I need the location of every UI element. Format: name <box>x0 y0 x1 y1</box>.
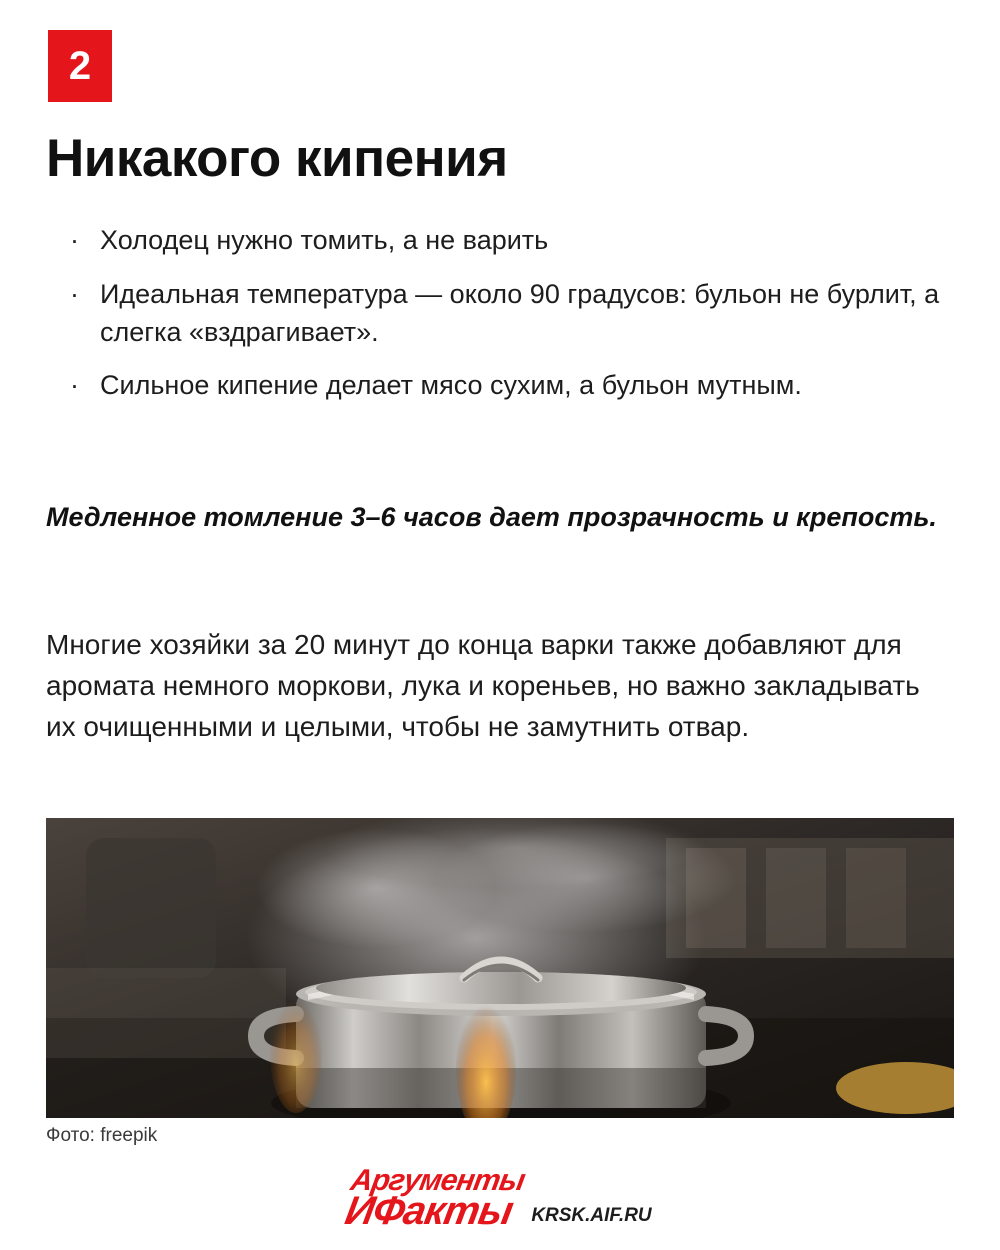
list-item-text: Сильное кипение делает мясо сухим, а бульон мутным. <box>100 370 802 401</box>
photo-credit: Фото: freepik <box>46 1125 158 1146</box>
emphasis-paragraph: Медленное томление 3–6 часов дает прозрачность и крепость. <box>46 502 937 532</box>
aif-logo <box>342 1164 528 1234</box>
tips-list <box>62 222 942 421</box>
logo-line-2: ИФакты <box>342 1189 517 1234</box>
list-item-text: Идеальная температура — около 90 градусов: бульон не бурлит, а слегка «вздрагивает». <box>100 278 940 347</box>
list-item <box>62 367 942 405</box>
list-item <box>62 276 942 352</box>
step-number-badge <box>48 30 112 102</box>
bullet-marker-icon: · <box>70 225 79 255</box>
bullet-marker-icon: · <box>70 370 79 401</box>
photo-illustration <box>46 818 954 1118</box>
body-paragraph: Многие хозяйки за 20 минут до конца варки также добавляют для аромата немного моркови, лука и кореньев, но важно закладывать их очищенными и целыми, чтобы не замутнить отвар. <box>46 629 920 742</box>
photo-cooking-pot <box>46 818 954 1118</box>
bullet-marker-icon: · <box>70 278 79 309</box>
step-number: 2 <box>68 44 92 88</box>
site-url: KRSK.AIF.RU <box>531 1204 652 1226</box>
footer-logo <box>0 1164 1000 1234</box>
list-item-text: Холодец нужно томить, а не варить <box>100 225 549 255</box>
page-title: Никакого кипения <box>46 129 508 188</box>
list-item <box>62 222 942 260</box>
logo-line-1: Аргументы <box>348 1164 528 1197</box>
